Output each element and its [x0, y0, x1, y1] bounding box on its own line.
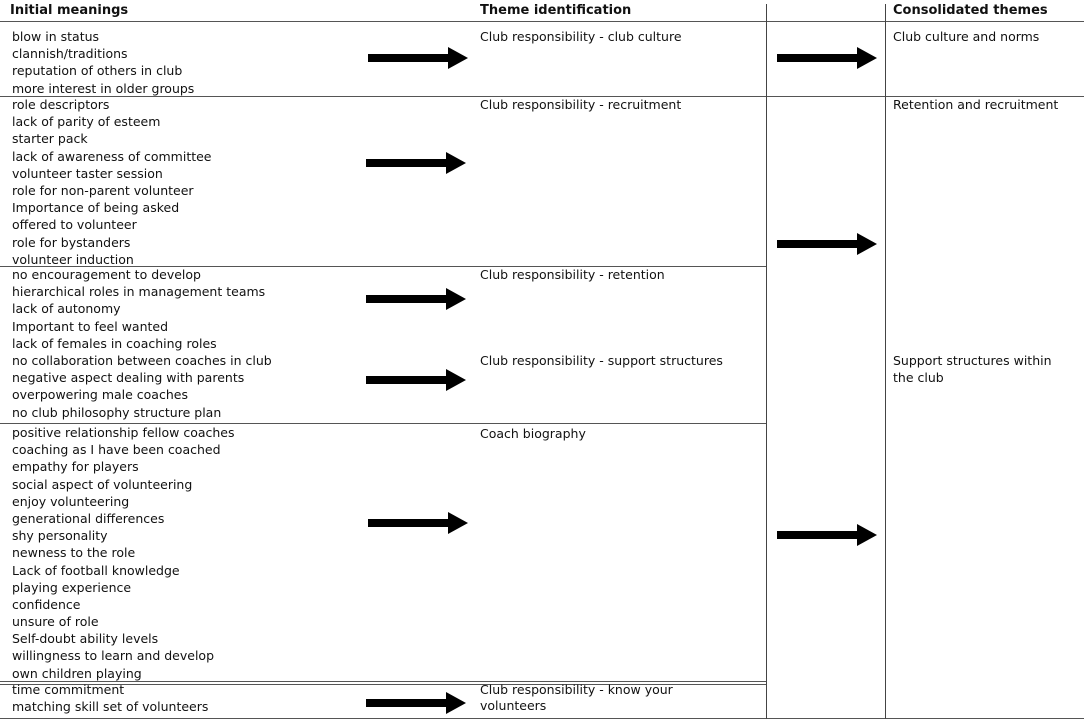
list-item: lack of parity of esteem — [12, 114, 161, 130]
list-item: Importance of being asked — [12, 200, 180, 216]
list-item: Self-doubt ability levels — [12, 631, 159, 647]
list-item: starter pack — [12, 131, 88, 147]
list-item: volunteer induction — [12, 251, 134, 267]
list-item: empathy for players — [12, 459, 139, 475]
list-item: shy personality — [12, 528, 108, 544]
column-divider-2 — [885, 4, 886, 719]
header-initial-meanings: Initial meanings — [10, 3, 129, 18]
bottom-border — [0, 718, 1084, 719]
theme-recruitment: Club responsibility - recruitment — [480, 97, 682, 112]
list-item: role for non-parent volunteer — [12, 182, 194, 198]
list-item: time commitment — [12, 682, 125, 697]
arrow-right-icon — [366, 692, 466, 714]
list-item: overpowering male coaches — [12, 387, 188, 403]
arrow-right-icon — [777, 524, 877, 546]
list-item: role for bystanders — [12, 234, 131, 250]
arrow-right-icon — [368, 47, 468, 69]
list-item: volunteer taster session — [12, 165, 163, 181]
list-item: matching skill set of volunteers — [12, 699, 209, 715]
group-3-items — [12, 266, 272, 421]
theme-support-structures: Club responsibility - support structures — [480, 353, 723, 368]
group-2-items — [12, 96, 212, 268]
list-item: no encouragement to develop — [12, 267, 201, 282]
theme-retention: Club responsibility - retention — [480, 267, 665, 282]
column-divider-1 — [766, 4, 767, 719]
list-item: willingness to learn and develop — [12, 648, 215, 664]
list-item: generational differences — [12, 510, 165, 526]
list-item: Important to feel wanted — [12, 318, 169, 334]
list-item: positive relationship fellow coaches — [12, 425, 235, 440]
arrow-right-icon — [366, 288, 466, 310]
list-item: offered to volunteer — [12, 217, 137, 233]
list-item: own children playing — [12, 665, 142, 681]
theme-club-culture: Club responsibility - club culture — [480, 29, 682, 44]
list-item: lack of females in coaching roles — [12, 335, 217, 351]
list-item: enjoy volunteering — [12, 493, 130, 509]
list-item: Lack of football knowledge — [12, 562, 180, 578]
group-1-items — [12, 28, 194, 97]
list-item: no club philosophy structure plan — [12, 404, 222, 420]
list-item: role descriptors — [12, 97, 110, 112]
list-item: newness to the role — [12, 545, 136, 561]
arrow-right-icon — [777, 233, 877, 255]
theme-know-your-volunteers: Club responsibility - know your volunteers — [480, 682, 673, 713]
list-item: confidence — [12, 596, 81, 612]
list-item: hierarchical roles in management teams — [12, 284, 266, 300]
header-consolidated-themes: Consolidated themes — [893, 3, 1048, 18]
list-item: reputation of others in club — [12, 63, 183, 79]
list-item: lack of awareness of committee — [12, 148, 212, 164]
arrow-right-icon — [366, 152, 466, 174]
arrow-right-icon — [368, 512, 468, 534]
list-item: more interest in older groups — [12, 80, 195, 96]
arrow-right-icon — [777, 47, 877, 69]
list-item: blow in status — [12, 29, 100, 44]
list-item: no collaboration between coaches in club — [12, 352, 272, 368]
arrow-right-icon — [366, 369, 466, 391]
header-theme-identification: Theme identification — [480, 3, 632, 18]
consolidated-club-culture: Club culture and norms — [893, 29, 1040, 44]
consolidated-retention-recruitment: Retention and recruitment — [893, 97, 1059, 112]
theme-coach-biography: Coach biography — [480, 426, 586, 441]
list-item: playing experience — [12, 579, 132, 595]
list-item: lack of autonomy — [12, 301, 121, 317]
list-item: coaching as I have been coached — [12, 442, 221, 458]
list-item: negative aspect dealing with parents — [12, 370, 245, 386]
group-5-items — [12, 681, 208, 715]
list-item: social aspect of volunteering — [12, 476, 193, 492]
consolidated-support-structures: Support structures within the club — [893, 353, 1052, 386]
list-item: clannish/traditions — [12, 46, 128, 62]
header-divider — [0, 21, 1084, 22]
list-item: unsure of role — [12, 614, 99, 630]
group-4-items — [12, 424, 235, 682]
